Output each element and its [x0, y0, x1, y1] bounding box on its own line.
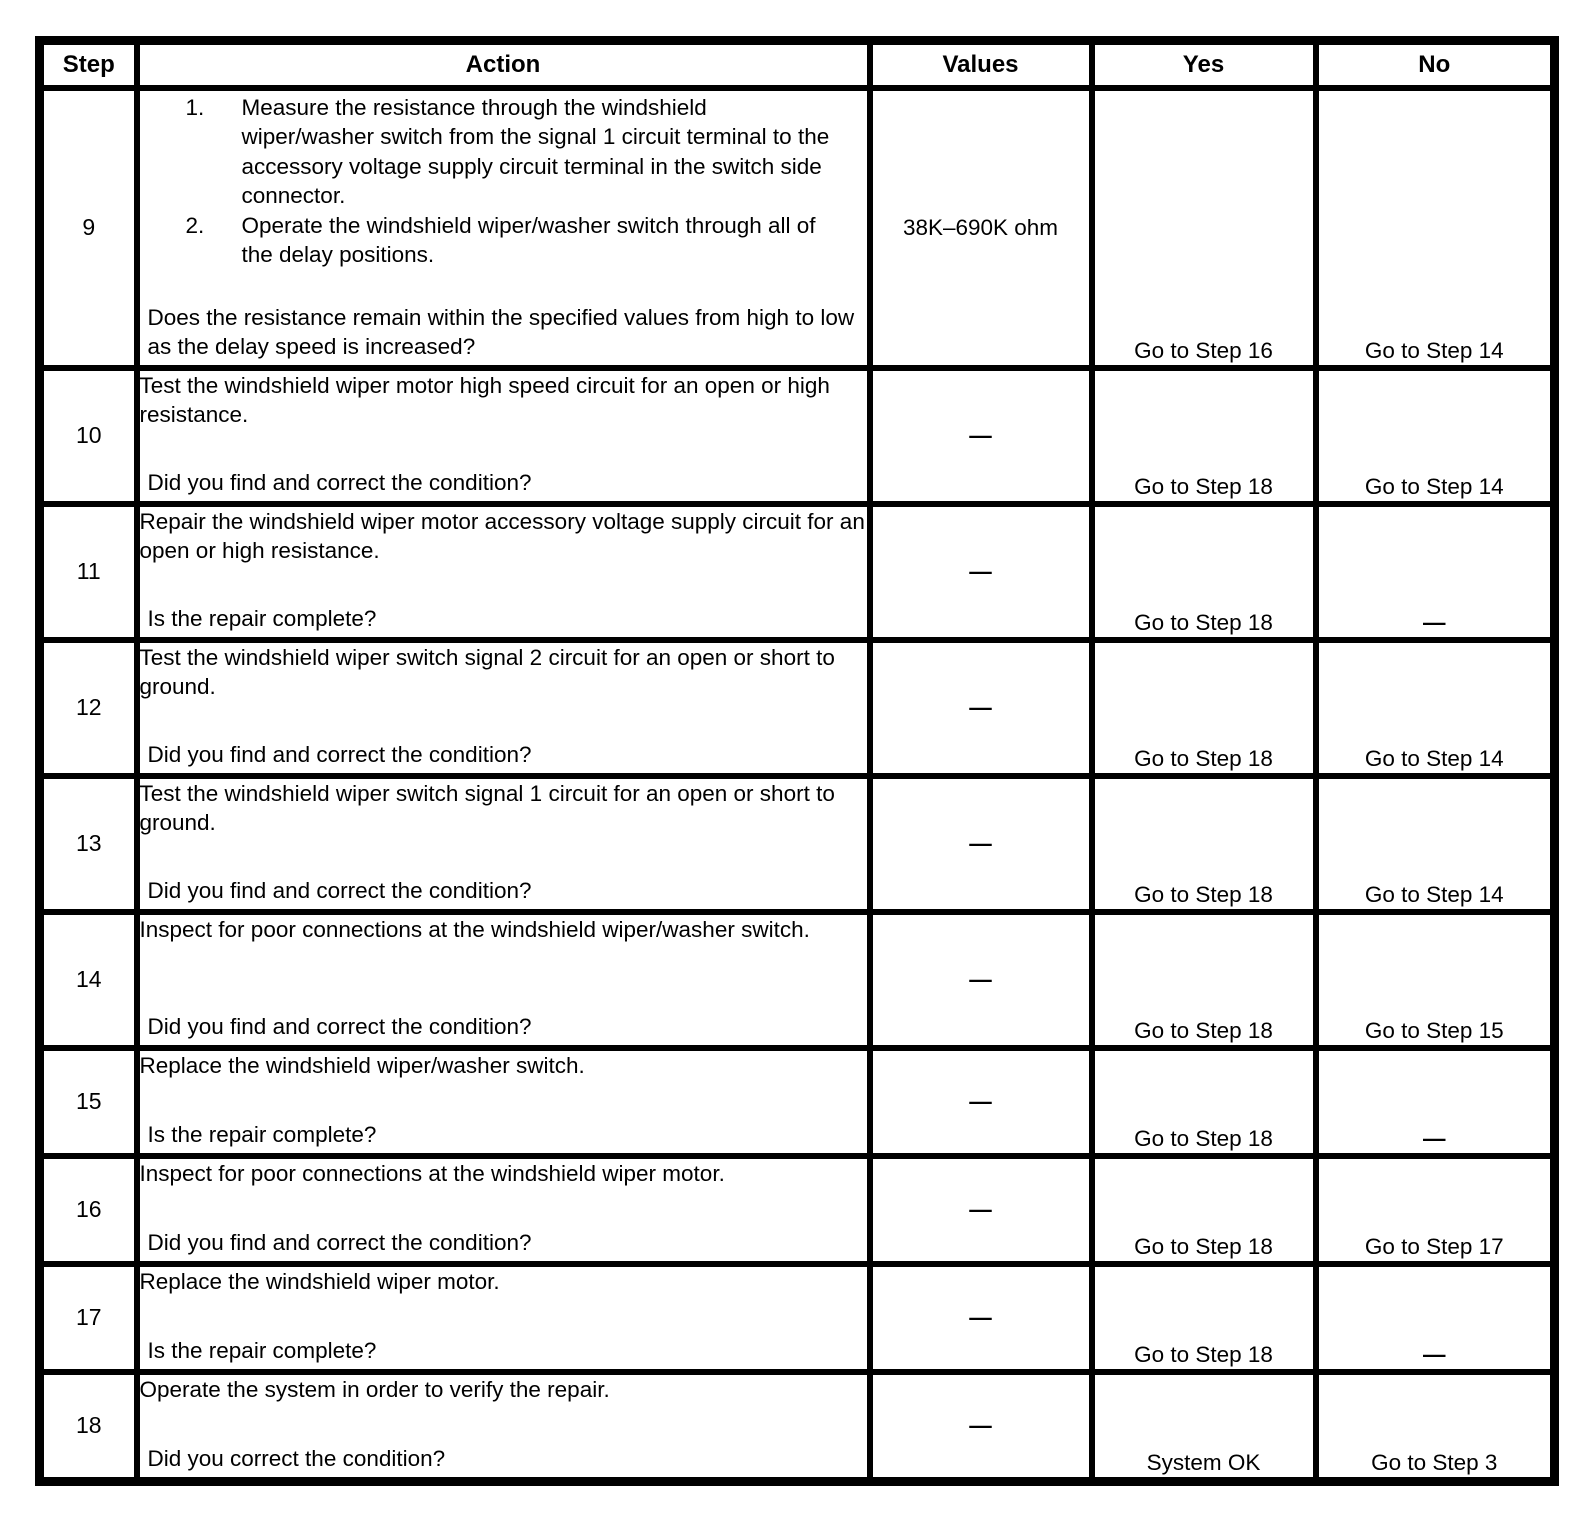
no-cell: Go to Step 14 — [1316, 776, 1555, 912]
step-cell: 12 — [40, 640, 137, 776]
action-question: Did you find and correct the condition? — [147, 469, 532, 495]
step-cell: 16 — [40, 1156, 137, 1264]
table-row-step-9 — [40, 88, 1555, 368]
no-cell: Go to Step 14 — [1316, 368, 1555, 504]
action-question: Is the repair complete? — [147, 1121, 377, 1147]
action-cell — [137, 1156, 870, 1264]
values-cell: — — [870, 776, 1092, 912]
table-row-step-12 — [40, 640, 1555, 776]
action-question: Did you find and correct the condition? — [147, 1013, 532, 1039]
action-list-item — [186, 93, 867, 210]
yes-cell: Go to Step 18 — [1092, 368, 1316, 504]
action-cell — [137, 1372, 870, 1482]
action-list — [140, 93, 867, 270]
step-cell: 11 — [40, 504, 137, 640]
step-cell: 18 — [40, 1372, 137, 1482]
col-header-action: Action — [137, 41, 870, 89]
action-text: Inspect for poor connections at the windshield wiper motor. — [139, 1161, 725, 1186]
table-row-step-11 — [40, 504, 1555, 640]
yes-cell: Go to Step 18 — [1092, 1156, 1316, 1264]
table-row-step-14 — [40, 912, 1555, 1048]
no-cell: Go to Step 17 — [1316, 1156, 1555, 1264]
diagnostic-table — [35, 36, 1559, 1486]
values-cell: — — [870, 912, 1092, 1048]
values-cell: — — [870, 1156, 1092, 1264]
list-number: 2. — [185, 213, 205, 238]
table-row-step-15 — [40, 1048, 1555, 1156]
values-cell: — — [870, 1048, 1092, 1156]
col-header-yes: Yes — [1092, 41, 1316, 89]
list-text: Operate the windshield wiper/washer switch through all of the delay positions. — [241, 213, 816, 268]
no-cell: Go to Step 3 — [1316, 1372, 1555, 1482]
col-header-no: No — [1316, 41, 1555, 89]
action-text: Inspect for poor connections at the windshield wiper/washer switch. — [139, 917, 810, 942]
table-row-step-13 — [40, 776, 1555, 912]
step-cell: 15 — [40, 1048, 137, 1156]
action-text: Repair the windshield wiper motor accessory voltage supply circuit for an open or high resistance. — [139, 509, 865, 564]
action-text: Test the windshield wiper switch signal 1 circuit for an open or short to ground. — [139, 781, 835, 836]
list-text: Measure the resistance through the windshield wiper/washer switch from the signal 1 circuit terminal to the accessory voltage supply circuit terminal in the switch side connector. — [241, 95, 830, 208]
table-row-step-17 — [40, 1264, 1555, 1372]
table-row-step-18 — [40, 1372, 1555, 1482]
values-cell: — — [870, 368, 1092, 504]
action-question: Does the resistance remain within the specified values from high to low as the delay speed is increased? — [147, 304, 855, 359]
step-cell: 13 — [40, 776, 137, 912]
values-cell: — — [870, 640, 1092, 776]
action-question: Did you find and correct the condition? — [147, 741, 532, 767]
action-text: Operate the system in order to verify the repair. — [139, 1377, 610, 1402]
action-question: Did you find and correct the condition? — [147, 877, 532, 903]
action-text: Replace the windshield wiper motor. — [139, 1269, 500, 1294]
yes-cell: Go to Step 18 — [1092, 776, 1316, 912]
values-cell: — — [870, 1264, 1092, 1372]
col-header-step: Step — [40, 41, 137, 89]
values-cell: 38K–690K ohm — [870, 88, 1092, 368]
yes-cell: Go to Step 18 — [1092, 1048, 1316, 1156]
yes-cell: Go to Step 18 — [1092, 1264, 1316, 1372]
action-question: Did you find and correct the condition? — [147, 1229, 532, 1255]
no-cell: — — [1316, 504, 1555, 640]
action-question: Is the repair complete? — [147, 1337, 377, 1363]
action-text: Replace the windshield wiper/washer switch. — [139, 1053, 585, 1078]
no-cell: — — [1316, 1048, 1555, 1156]
list-number: 1. — [185, 95, 205, 120]
col-header-values: Values — [870, 41, 1092, 89]
no-cell: Go to Step 14 — [1316, 88, 1555, 368]
yes-cell: Go to Step 18 — [1092, 640, 1316, 776]
no-cell: Go to Step 15 — [1316, 912, 1555, 1048]
action-question: Did you correct the condition? — [147, 1445, 446, 1471]
step-cell: 10 — [40, 368, 137, 504]
action-text: Test the windshield wiper motor high speed circuit for an open or high resistance. — [139, 373, 830, 428]
no-cell: — — [1316, 1264, 1555, 1372]
action-cell — [137, 776, 870, 912]
values-cell: — — [870, 1372, 1092, 1482]
action-cell — [137, 1264, 870, 1372]
step-cell: 14 — [40, 912, 137, 1048]
yes-cell: Go to Step 16 — [1092, 88, 1316, 368]
yes-cell: Go to Step 18 — [1092, 504, 1316, 640]
yes-cell: Go to Step 18 — [1092, 912, 1316, 1048]
yes-cell: System OK — [1092, 1372, 1316, 1482]
action-question: Is the repair complete? — [147, 605, 377, 631]
action-text: Test the windshield wiper switch signal 2 circuit for an open or short to ground. — [139, 645, 835, 700]
step-cell: 9 — [40, 88, 137, 368]
action-cell — [137, 368, 870, 504]
action-list-item — [186, 211, 867, 270]
action-cell — [137, 1048, 870, 1156]
action-cell — [137, 88, 870, 368]
step-cell: 17 — [40, 1264, 137, 1372]
no-cell: Go to Step 14 — [1316, 640, 1555, 776]
table-row-step-10 — [40, 368, 1555, 504]
action-cell — [137, 504, 870, 640]
values-cell: — — [870, 504, 1092, 640]
action-cell — [137, 912, 870, 1048]
table-row-step-16 — [40, 1156, 1555, 1264]
action-cell — [137, 640, 870, 776]
header-row — [40, 41, 1555, 89]
